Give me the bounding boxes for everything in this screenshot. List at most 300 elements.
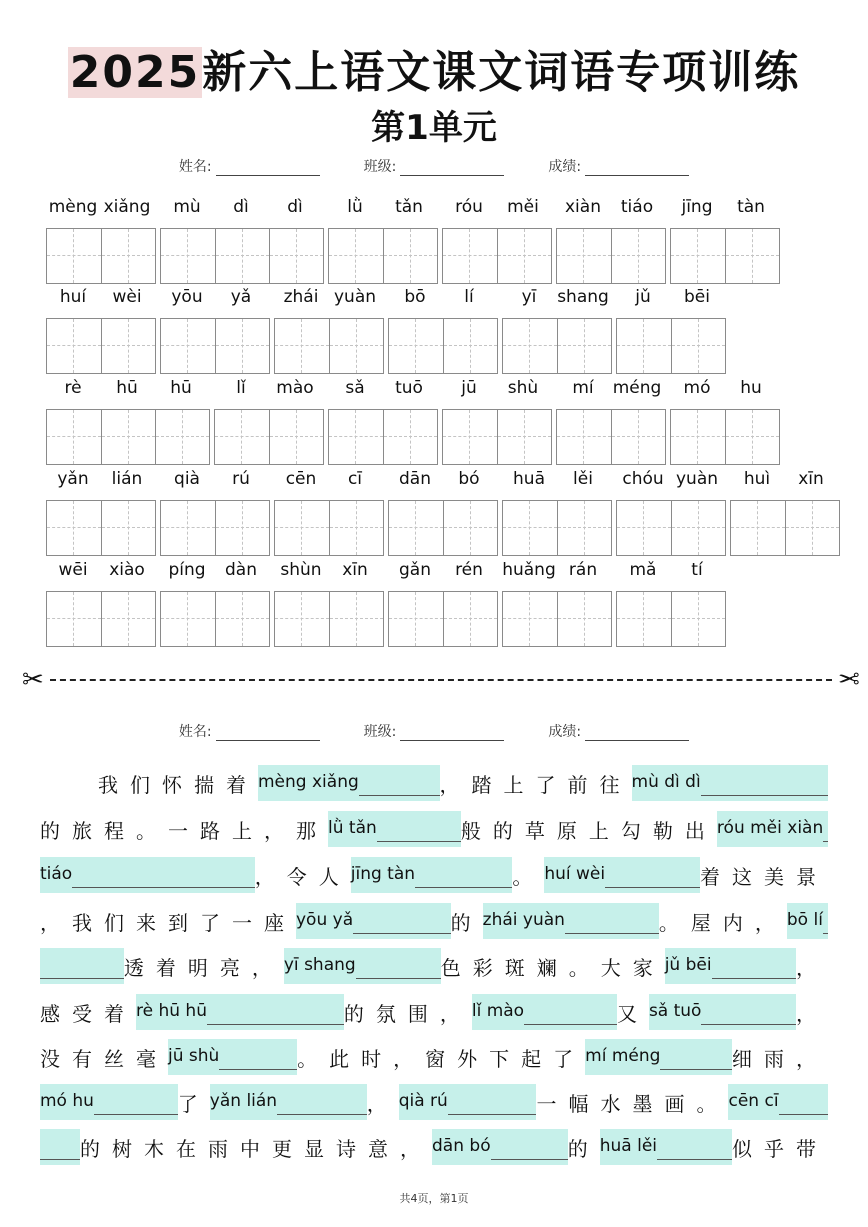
writing-boxes xyxy=(670,409,780,465)
pinyin-syllable: rè xyxy=(64,378,82,398)
writing-cell[interactable] xyxy=(503,501,557,555)
blank-pinyin: yōu yǎ xyxy=(296,910,354,930)
answer-blank[interactable] xyxy=(399,1084,537,1120)
passage-line xyxy=(40,1084,828,1120)
vocab-word xyxy=(160,465,270,556)
writing-cell[interactable] xyxy=(329,319,383,373)
pinyin-label xyxy=(670,374,780,402)
vocab-word xyxy=(274,465,384,556)
score-field[interactable] xyxy=(548,721,689,741)
answer-line[interactable] xyxy=(779,1091,828,1115)
pinyin-label xyxy=(46,193,156,221)
writing-boxes xyxy=(556,409,666,465)
answer-line[interactable] xyxy=(40,955,124,979)
answer-line[interactable] xyxy=(415,864,512,888)
pinyin-label xyxy=(388,465,498,493)
vocab-word xyxy=(46,374,210,465)
writing-cell[interactable] xyxy=(671,410,725,464)
pinyin-label xyxy=(556,374,666,402)
answer-blank[interactable] xyxy=(483,903,659,939)
name-label: 姓名: xyxy=(178,724,212,740)
pinyin-syllable: wèi xyxy=(112,287,142,307)
vocab-word xyxy=(670,193,780,284)
dashed-divider xyxy=(50,679,832,681)
pinyin-syllable: jū xyxy=(461,378,477,398)
blank-pinyin: lǜ tǎn xyxy=(328,818,377,838)
vocab-word xyxy=(388,283,498,374)
answer-blank[interactable] xyxy=(40,1084,178,1120)
class-field[interactable] xyxy=(364,721,505,741)
class-line[interactable] xyxy=(400,727,504,741)
passage-text: 。 xyxy=(512,864,545,889)
page-footer: 共4页，第1页 xyxy=(399,1192,469,1205)
writing-boxes xyxy=(46,500,156,556)
blank-pinyin: dān bó xyxy=(432,1136,491,1156)
grid-row xyxy=(0,465,868,555)
writing-cell[interactable] xyxy=(557,410,611,464)
writing-cell[interactable] xyxy=(215,501,269,555)
answer-line[interactable] xyxy=(353,910,451,934)
answer-line[interactable] xyxy=(823,910,828,934)
writing-cell[interactable] xyxy=(611,229,665,283)
blank-pinyin: jǔ bēi xyxy=(664,955,712,975)
pinyin-syllable: xīn xyxy=(342,560,368,580)
writing-cell[interactable] xyxy=(443,592,497,646)
answer-blank[interactable] xyxy=(210,1084,367,1120)
vocab-word xyxy=(730,465,840,556)
writing-cell[interactable] xyxy=(443,501,497,555)
writing-boxes xyxy=(274,318,384,374)
vocab-word xyxy=(46,556,156,647)
writing-cell[interactable] xyxy=(443,319,497,373)
writing-cell[interactable] xyxy=(611,410,665,464)
answer-line[interactable] xyxy=(40,1136,80,1160)
answer-blank[interactable] xyxy=(717,811,828,847)
writing-boxes xyxy=(616,500,726,556)
answer-blank[interactable] xyxy=(258,765,440,801)
pinyin-syllable: yōu xyxy=(171,287,203,307)
pinyin-label xyxy=(160,193,324,221)
answer-line[interactable] xyxy=(823,818,828,842)
grid-row xyxy=(0,283,868,373)
pinyin-syllable: cēn xyxy=(285,469,317,489)
writing-boxes xyxy=(442,228,552,284)
passage-line xyxy=(40,765,828,801)
answer-line[interactable] xyxy=(277,1091,367,1115)
vocab-word xyxy=(328,374,438,465)
pinyin-syllable: rú xyxy=(232,469,250,489)
writing-boxes xyxy=(556,228,666,284)
blank-pinyin: mù dì dì xyxy=(631,772,701,792)
writing-cell[interactable] xyxy=(557,501,611,555)
pinyin-syllable: wēi xyxy=(58,560,88,580)
writing-boxes xyxy=(442,409,552,465)
pinyin-syllable: yuàn xyxy=(675,469,719,489)
pinyin-syllable: jīng xyxy=(681,197,713,217)
pinyin-syllable: yuàn xyxy=(333,287,377,307)
answer-blank[interactable] xyxy=(328,811,461,847)
blank-pinyin: tiáo xyxy=(40,864,73,884)
answer-blank[interactable] xyxy=(432,1129,568,1165)
passage-text: 的氛围， xyxy=(343,1001,472,1026)
writing-cell[interactable] xyxy=(215,410,269,464)
writing-cell[interactable] xyxy=(383,229,437,283)
writing-cell[interactable] xyxy=(671,592,725,646)
pinyin-syllable: mǎ xyxy=(629,560,657,580)
pinyin-syllable: jǔ xyxy=(635,287,651,307)
pinyin-syllable: píng xyxy=(168,560,206,580)
answer-line[interactable] xyxy=(356,955,441,979)
writing-cell[interactable] xyxy=(101,501,155,555)
answer-line[interactable] xyxy=(712,955,796,979)
writing-cell[interactable] xyxy=(275,592,329,646)
writing-cell[interactable] xyxy=(47,410,101,464)
pinyin-syllable: shang xyxy=(557,287,609,307)
passage-text: 细雨， xyxy=(732,1046,828,1071)
answer-blank[interactable] xyxy=(787,903,828,939)
answer-line[interactable] xyxy=(701,772,828,796)
vocab-word xyxy=(274,556,384,647)
answer-line[interactable] xyxy=(491,1136,568,1160)
writing-cell[interactable] xyxy=(101,592,155,646)
writing-cell[interactable] xyxy=(617,592,671,646)
worksheet-title xyxy=(0,36,868,100)
grid-row xyxy=(0,556,868,646)
answer-line[interactable] xyxy=(701,1001,796,1025)
pinyin-syllable: róu xyxy=(455,197,483,217)
answer-line[interactable] xyxy=(377,818,461,842)
passage-line xyxy=(40,1129,828,1165)
answer-blank[interactable] xyxy=(600,1129,732,1165)
answer-blank[interactable] xyxy=(40,948,124,984)
writing-cell[interactable] xyxy=(161,319,215,373)
writing-cell[interactable] xyxy=(725,410,779,464)
pinyin-syllable: bēi xyxy=(684,287,710,307)
grid-row xyxy=(0,193,868,283)
writing-cell[interactable] xyxy=(557,319,611,373)
writing-cell[interactable] xyxy=(617,319,671,373)
pinyin-syllable: mù xyxy=(173,197,201,217)
pinyin-syllable: lí xyxy=(464,287,474,307)
pinyin-syllable: yǎn xyxy=(57,469,89,489)
scissors-icon: ✂ xyxy=(22,665,44,695)
pinyin-syllable: tǎn xyxy=(395,197,423,217)
answer-line[interactable] xyxy=(605,864,700,888)
answer-line[interactable] xyxy=(359,772,440,796)
pinyin-syllable: chóu xyxy=(622,469,664,489)
blank-pinyin: yī shang xyxy=(283,955,356,975)
pinyin-syllable: mèng xyxy=(48,197,98,217)
writing-cell[interactable] xyxy=(101,410,155,464)
passage-text: ，踏上了前往 xyxy=(439,772,632,797)
answer-blank[interactable] xyxy=(649,994,796,1030)
passage-text: ， xyxy=(366,1091,399,1116)
vocab-word xyxy=(502,465,612,556)
answer-blank[interactable] xyxy=(632,765,828,801)
pinyin-syllable: huǎng xyxy=(502,560,556,580)
vocab-word xyxy=(160,556,270,647)
blank-pinyin: rè hū hū xyxy=(136,1001,207,1021)
writing-boxes xyxy=(46,591,156,647)
writing-boxes xyxy=(502,500,612,556)
vocab-word xyxy=(46,193,156,284)
answer-line[interactable] xyxy=(660,1046,732,1070)
writing-cell[interactable] xyxy=(269,410,323,464)
answer-line[interactable] xyxy=(448,1091,537,1115)
blank-pinyin: sǎ tuō xyxy=(648,1001,702,1021)
pinyin-syllable: dì xyxy=(233,197,249,217)
passage-text: 我们怀揣着 xyxy=(98,772,258,797)
pinyin-syllable: cī xyxy=(347,469,363,489)
name-line[interactable] xyxy=(216,727,320,741)
vocab-word xyxy=(274,283,384,374)
writing-cell[interactable] xyxy=(47,319,101,373)
info-row-top xyxy=(0,156,868,176)
answer-line[interactable] xyxy=(207,1001,344,1025)
pinyin-syllable: sǎ xyxy=(345,378,365,398)
answer-blank[interactable] xyxy=(284,948,441,984)
writing-cell[interactable] xyxy=(731,501,785,555)
vocab-word xyxy=(502,283,612,374)
pinyin-label xyxy=(442,193,552,221)
pinyin-syllable: xīn xyxy=(798,469,824,489)
score-line[interactable] xyxy=(585,162,689,176)
answer-blank[interactable] xyxy=(40,857,255,893)
vocab-word xyxy=(616,556,726,647)
pinyin-label xyxy=(502,465,612,493)
pinyin-label xyxy=(160,283,270,311)
writing-cell[interactable] xyxy=(389,319,443,373)
writing-cell[interactable] xyxy=(671,229,725,283)
passage-text: 的 xyxy=(450,910,483,935)
writing-cell[interactable] xyxy=(443,229,497,283)
blank-pinyin: mí méng xyxy=(585,1046,661,1066)
writing-cell[interactable] xyxy=(155,410,209,464)
blank-pinyin: róu měi xiàn xyxy=(716,818,824,838)
answer-blank[interactable] xyxy=(351,857,513,893)
writing-cell[interactable] xyxy=(161,229,215,283)
pinyin-syllable: lǜ xyxy=(347,197,363,217)
pinyin-label xyxy=(274,465,384,493)
passage-text: 色彩斑斓。大家 xyxy=(440,955,665,980)
writing-cell[interactable] xyxy=(47,501,101,555)
answer-line[interactable] xyxy=(219,1046,297,1070)
pinyin-syllable: xiàn xyxy=(565,197,601,217)
pinyin-label xyxy=(160,556,270,584)
score-field[interactable] xyxy=(548,156,689,176)
pinyin-syllable: tàn xyxy=(737,197,765,217)
writing-cell[interactable] xyxy=(101,229,155,283)
vocab-word xyxy=(46,283,156,374)
unit-heading: 第1单元 xyxy=(371,108,497,148)
writing-boxes xyxy=(274,500,384,556)
writing-cell[interactable] xyxy=(389,592,443,646)
writing-cell[interactable] xyxy=(503,592,557,646)
writing-cell[interactable] xyxy=(329,501,383,555)
answer-blank[interactable] xyxy=(472,994,617,1030)
writing-cell[interactable] xyxy=(725,229,779,283)
pinyin-syllable: zhái xyxy=(283,287,319,307)
writing-cell[interactable] xyxy=(671,501,725,555)
writing-cell[interactable] xyxy=(389,501,443,555)
writing-cell[interactable] xyxy=(215,592,269,646)
writing-cell[interactable] xyxy=(497,410,551,464)
pinyin-syllable: bō xyxy=(404,287,426,307)
answer-blank[interactable] xyxy=(40,1129,80,1165)
pinyin-label xyxy=(46,283,156,311)
blank-pinyin: yǎn lián xyxy=(209,1091,278,1111)
answer-blank[interactable] xyxy=(168,1039,297,1075)
writing-cell[interactable] xyxy=(47,229,101,283)
answer-line[interactable] xyxy=(72,864,255,888)
pinyin-syllable: huā xyxy=(513,469,545,489)
writing-boxes xyxy=(616,318,726,374)
title-text: 新六上语文课文词语专项训练 xyxy=(202,47,801,98)
writing-boxes xyxy=(274,591,384,647)
writing-cell[interactable] xyxy=(101,319,155,373)
writing-cell[interactable] xyxy=(617,501,671,555)
blank-pinyin: jīng tàn xyxy=(350,864,416,884)
pinyin-syllable: dàn xyxy=(225,560,257,580)
writing-boxes xyxy=(502,318,612,374)
vocab-word xyxy=(616,283,726,374)
pinyin-syllable: tí xyxy=(691,560,703,580)
pinyin-label xyxy=(328,193,438,221)
class-label: 班级: xyxy=(363,724,397,740)
pinyin-syllable: rán xyxy=(568,560,598,580)
pinyin-syllable: gǎn xyxy=(399,560,431,580)
passage-text: ，我们来到了一座 xyxy=(40,910,296,935)
answer-line[interactable] xyxy=(94,1091,178,1115)
vocab-word xyxy=(328,193,438,284)
class-field[interactable] xyxy=(364,156,505,176)
writing-cell[interactable] xyxy=(161,592,215,646)
pinyin-syllable: xiào xyxy=(109,560,145,580)
cut-line xyxy=(22,666,860,694)
writing-cell[interactable] xyxy=(785,501,839,555)
answer-blank[interactable] xyxy=(136,994,344,1030)
pinyin-syllable: shùn xyxy=(280,560,322,580)
pinyin-syllable: qià xyxy=(174,469,200,489)
writing-cell[interactable] xyxy=(329,410,383,464)
pinyin-syllable: yī xyxy=(521,287,537,307)
passage-text: 一幅水墨画。 xyxy=(536,1091,729,1116)
passage-text: 的 xyxy=(567,1136,600,1161)
answer-blank[interactable] xyxy=(665,948,796,984)
writing-cell[interactable] xyxy=(443,410,497,464)
writing-cell[interactable] xyxy=(671,319,725,373)
writing-cell[interactable] xyxy=(275,501,329,555)
answer-blank[interactable] xyxy=(544,857,700,893)
passage-text: 的树木在雨中更显诗意， xyxy=(80,1136,433,1161)
answer-blank[interactable] xyxy=(296,903,451,939)
vocab-word xyxy=(502,556,612,647)
writing-boxes xyxy=(616,591,726,647)
blank-pinyin: huā lěi xyxy=(599,1136,658,1156)
vocab-word xyxy=(616,465,726,556)
pinyin-syllable: huì xyxy=(743,469,771,489)
pinyin-syllable: hū xyxy=(170,378,192,398)
writing-cell[interactable] xyxy=(215,319,269,373)
vocab-word xyxy=(160,193,324,284)
blank-pinyin: huí wèi xyxy=(544,864,606,884)
pinyin-syllable: dān xyxy=(399,469,431,489)
writing-cell[interactable] xyxy=(161,501,215,555)
score-line[interactable] xyxy=(585,727,689,741)
writing-cell[interactable] xyxy=(557,592,611,646)
pinyin-label xyxy=(616,556,726,584)
writing-cell[interactable] xyxy=(329,592,383,646)
passage-text: 感受着 xyxy=(40,1001,136,1026)
score-label: 成绩: xyxy=(548,159,582,175)
writing-boxes xyxy=(388,318,498,374)
answer-blank[interactable] xyxy=(728,1084,828,1120)
pinyin-label xyxy=(616,283,726,311)
name-field[interactable] xyxy=(179,156,320,176)
vocab-word xyxy=(214,374,324,465)
answer-blank[interactable] xyxy=(585,1039,732,1075)
passage-text: 透着明亮， xyxy=(123,955,284,980)
pinyin-syllable: méng xyxy=(612,378,662,398)
pinyin-syllable: xiǎng xyxy=(103,197,151,217)
passage-text: ， xyxy=(796,1001,828,1026)
name-line[interactable] xyxy=(216,162,320,176)
blank-pinyin: lǐ mào xyxy=(471,1001,525,1021)
writing-cell[interactable] xyxy=(503,319,557,373)
vocab-word xyxy=(556,374,666,465)
pinyin-syllable: tuō xyxy=(395,378,423,398)
blank-pinyin: jū shù xyxy=(168,1046,220,1066)
writing-cell[interactable] xyxy=(383,410,437,464)
writing-cell[interactable] xyxy=(497,229,551,283)
writing-boxes xyxy=(160,591,270,647)
writing-cell[interactable] xyxy=(47,592,101,646)
answer-line[interactable] xyxy=(524,1001,617,1025)
name-field[interactable] xyxy=(179,721,320,741)
pinyin-label xyxy=(274,283,384,311)
answer-line[interactable] xyxy=(657,1136,732,1160)
writing-cell[interactable] xyxy=(269,229,323,283)
vocab-word xyxy=(388,465,498,556)
pinyin-label xyxy=(442,374,552,402)
writing-cell[interactable] xyxy=(329,229,383,283)
vocab-word xyxy=(46,465,156,556)
pinyin-label xyxy=(502,283,612,311)
passage-line xyxy=(40,811,828,847)
pinyin-label xyxy=(730,465,840,493)
writing-boxes xyxy=(46,409,210,465)
passage-line xyxy=(40,994,828,1030)
passage-text: ， xyxy=(796,955,828,980)
writing-boxes xyxy=(160,318,270,374)
passage-line xyxy=(40,857,828,893)
pinyin-label xyxy=(328,374,438,402)
writing-cell[interactable] xyxy=(557,229,611,283)
passage-line xyxy=(40,1039,828,1075)
writing-boxes xyxy=(160,228,324,284)
score-label: 成绩: xyxy=(548,724,582,740)
writing-cell[interactable] xyxy=(215,229,269,283)
class-line[interactable] xyxy=(400,162,504,176)
pinyin-syllable: hu xyxy=(740,378,762,398)
blank-pinyin: bō lí xyxy=(786,910,823,930)
writing-cell[interactable] xyxy=(275,319,329,373)
pinyin-label xyxy=(616,465,726,493)
pinyin-label xyxy=(46,556,156,584)
vocab-word xyxy=(670,374,780,465)
writing-boxes xyxy=(214,409,324,465)
answer-line[interactable] xyxy=(565,910,659,934)
